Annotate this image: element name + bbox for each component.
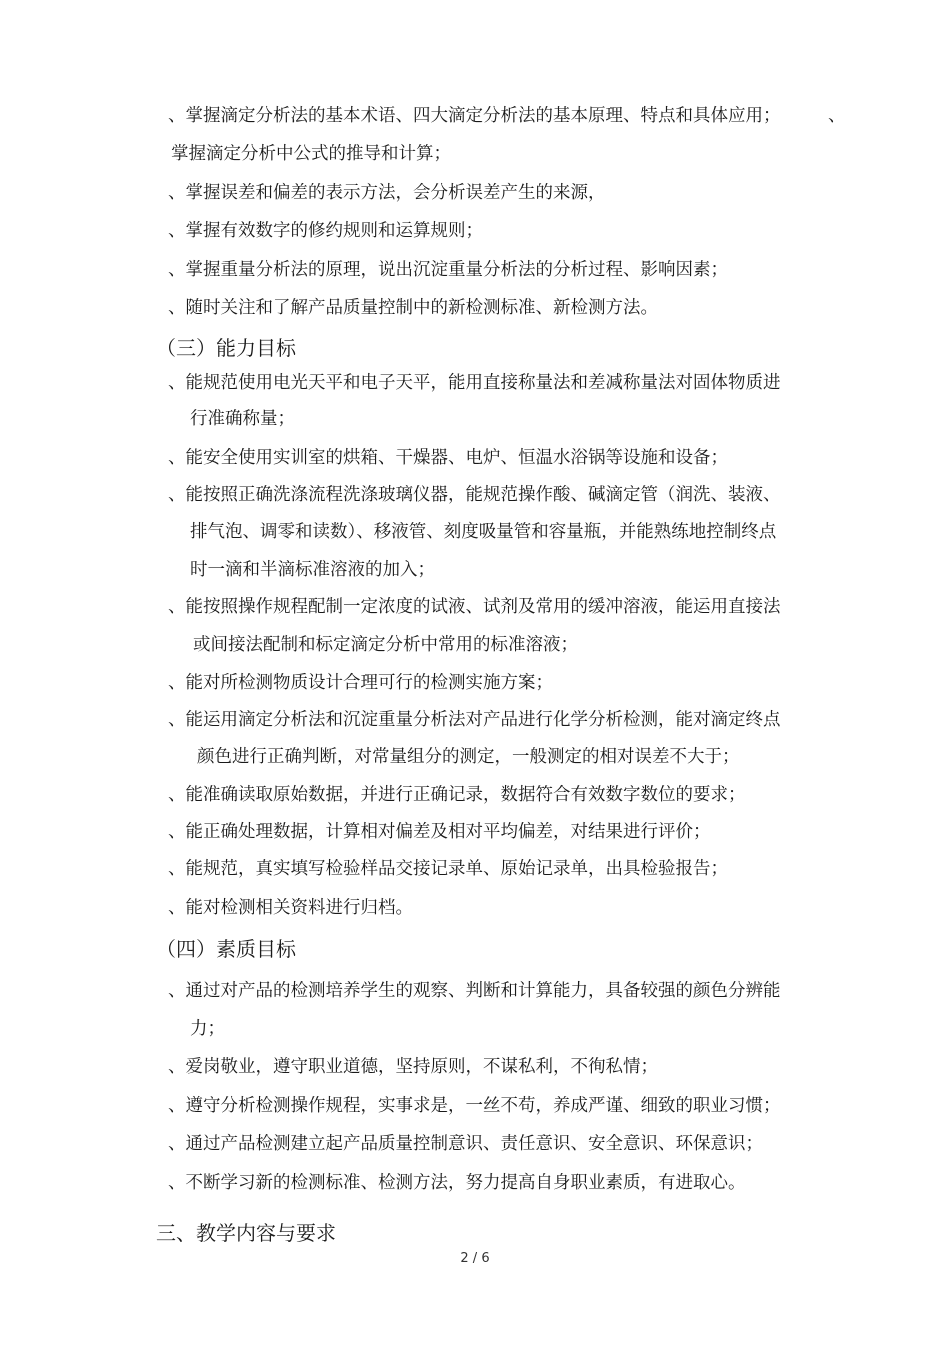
ability-item-1: 、能规范使用电光天平和电子天平，能用直接称量法和差减称量法对固体物质进 (168, 373, 781, 393)
ability-item-9: 、能规范，真实填写检验样品交接记录单、原始记录单，出具检验报告； (168, 859, 728, 879)
ability-item-7: 、能准确读取原始数据，并进行正确记录，数据符合有效数字数位的要求； (168, 785, 746, 805)
section-three-heading: 三、教学内容与要求 (156, 1221, 336, 1245)
page-number: 2 / 6 (460, 1251, 490, 1266)
ability-item-4-cont: 或间接法配制和标定滴定分析中常用的标准溶液； (193, 635, 578, 655)
knowledge-item-6: 、随时关注和了解产品质量控制中的新检测标准、新检测方法。 (168, 298, 658, 318)
ability-item-10: 、能对检测相关资料进行归档。 (168, 898, 413, 918)
ability-item-2: 、能安全使用实训室的烘箱、干燥器、电炉、恒温水浴锅等设施和设备； (168, 448, 728, 468)
ability-item-3-cont-2: 时一滴和半滴标准溶液的加入； (190, 560, 435, 580)
ability-item-3: 、能按照正确洗涤流程洗涤玻璃仪器，能规范操作酸、碱滴定管（润洗、装液、 (168, 485, 781, 505)
knowledge-item-5: 、掌握重量分析法的原理，说出沉淀重量分析法的分析过程、影响因素； (168, 260, 728, 280)
quality-item-1-cont: 力； (190, 1019, 225, 1039)
ability-item-1-cont: 行准确称量； (190, 409, 295, 429)
quality-heading: （四）素质目标 (156, 937, 296, 961)
ability-item-6-cont: 颜色进行正确判断，对常量组分的测定，一般测定的相对误差不大于； (197, 747, 740, 767)
knowledge-item-3: 、掌握误差和偏差的表示方法，会分析误差产生的来源， (168, 183, 606, 203)
knowledge-item-1-tail: 、 (828, 106, 846, 126)
quality-item-2: 、爱岗敬业，遵守职业道德，坚持原则，不谋私利，不徇私情； (168, 1057, 658, 1077)
knowledge-item-2: 掌握滴定分析中公式的推导和计算； (171, 144, 451, 164)
quality-item-4: 、通过产品检测建立起产品质量控制意识、责任意识、安全意识、环保意识； (168, 1134, 763, 1154)
knowledge-item-4: 、掌握有效数字的修约规则和运算规则； (168, 221, 483, 241)
ability-item-3-cont-1: 排气泡、调零和读数）、移液管、刻度吸量管和容量瓶，并能熟练地控制终点 (190, 522, 777, 542)
quality-item-1: 、通过对产品的检测培养学生的观察、判断和计算能力，具备较强的颜色分辨能 (168, 981, 781, 1001)
ability-item-8: 、能正确处理数据，计算相对偏差及相对平均偏差，对结果进行评价； (168, 822, 711, 842)
knowledge-item-1: 、掌握滴定分析法的基本术语、四大滴定分析法的基本原理、特点和具体应用； (168, 106, 781, 126)
ability-item-5: 、能对所检测物质设计合理可行的检测实施方案； (168, 673, 553, 693)
quality-item-3: 、遵守分析检测操作规程，实事求是，一丝不苟，养成严谨、细致的职业习惯； (168, 1096, 781, 1116)
ability-heading: （三）能力目标 (156, 336, 296, 360)
quality-item-5: 、不断学习新的检测标准、检测方法，努力提高自身职业素质，有进取心。 (168, 1173, 746, 1193)
ability-item-4: 、能按照操作规程配制一定浓度的试液、试剂及常用的缓冲溶液，能运用直接法 (168, 597, 781, 617)
ability-item-6: 、能运用滴定分析法和沉淀重量分析法对产品进行化学分析检测，能对滴定终点 (168, 710, 781, 730)
